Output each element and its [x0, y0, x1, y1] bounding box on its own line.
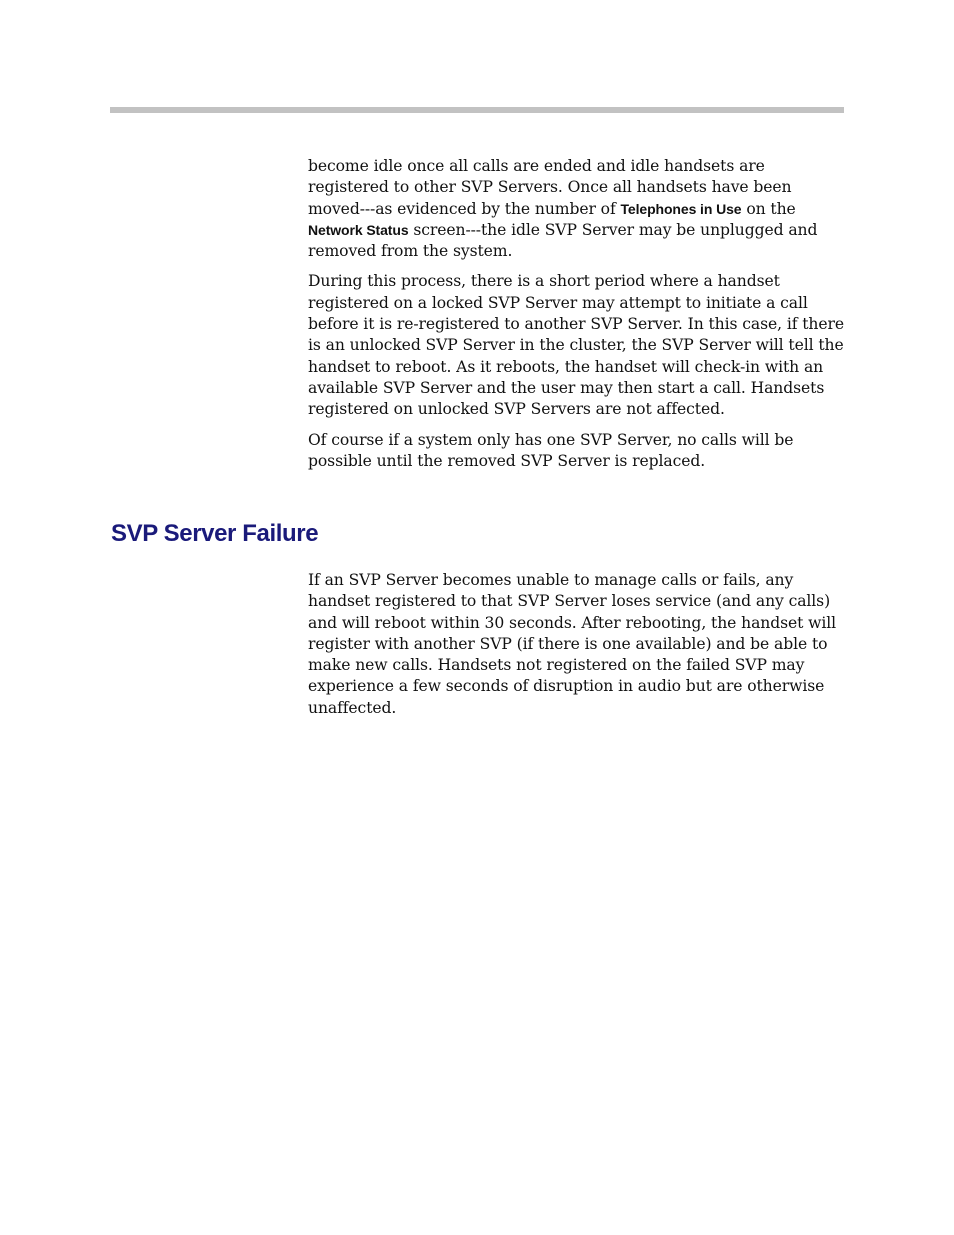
paragraph-single-server-note: Of course if a system only has one SVP Server, no calls will be possible until the removed SVP Server is replaced. — [308, 430, 794, 470]
paragraph-idle-removal: become idle once all calls are ended and idle handsets are registered to other SVP Servers. Once all handsets have been moved---as evidenced by the number of Telephones in Use on the Network Status screen---the idle SVP Server may be unplugged and removed from the system. — [308, 157, 818, 261]
paragraph-failure-description: If an SVP Server becomes unable to manage calls or fails, any handset registered to that SVP Server loses service (and any calls) and will reboot within 30 seconds. After rebooting, the handset will register with another SVP (if there is one available) and be able to make new calls. Handsets not registered on the failed SVP may experience a few seconds of disruption in audio but are otherwise unaffected. — [308, 571, 837, 717]
paragraph-locked-server-process: During this process, there is a short period where a handset registered on a locked SVP Server may attempt to initiate a call before it is re-registered to another SVP Server. In this case, if there is an unlocked SVP Server in the cluster, the SVP Server will tell the handset to reboot. As it reboots, the handset will check-in with an available SVP Server and the user may then start a call. Handsets registered on unlocked SVP Servers are not affected. — [308, 272, 844, 419]
body-block-continuation — [308, 156, 844, 481]
term-network-status: Network Status — [308, 221, 409, 238]
section-heading-svp-server-failure: SVP Server Failure — [111, 520, 319, 547]
body-block-failure — [308, 570, 844, 728]
header-rule — [110, 107, 844, 113]
term-telephones-in-use: Telephones in Use — [620, 200, 742, 217]
